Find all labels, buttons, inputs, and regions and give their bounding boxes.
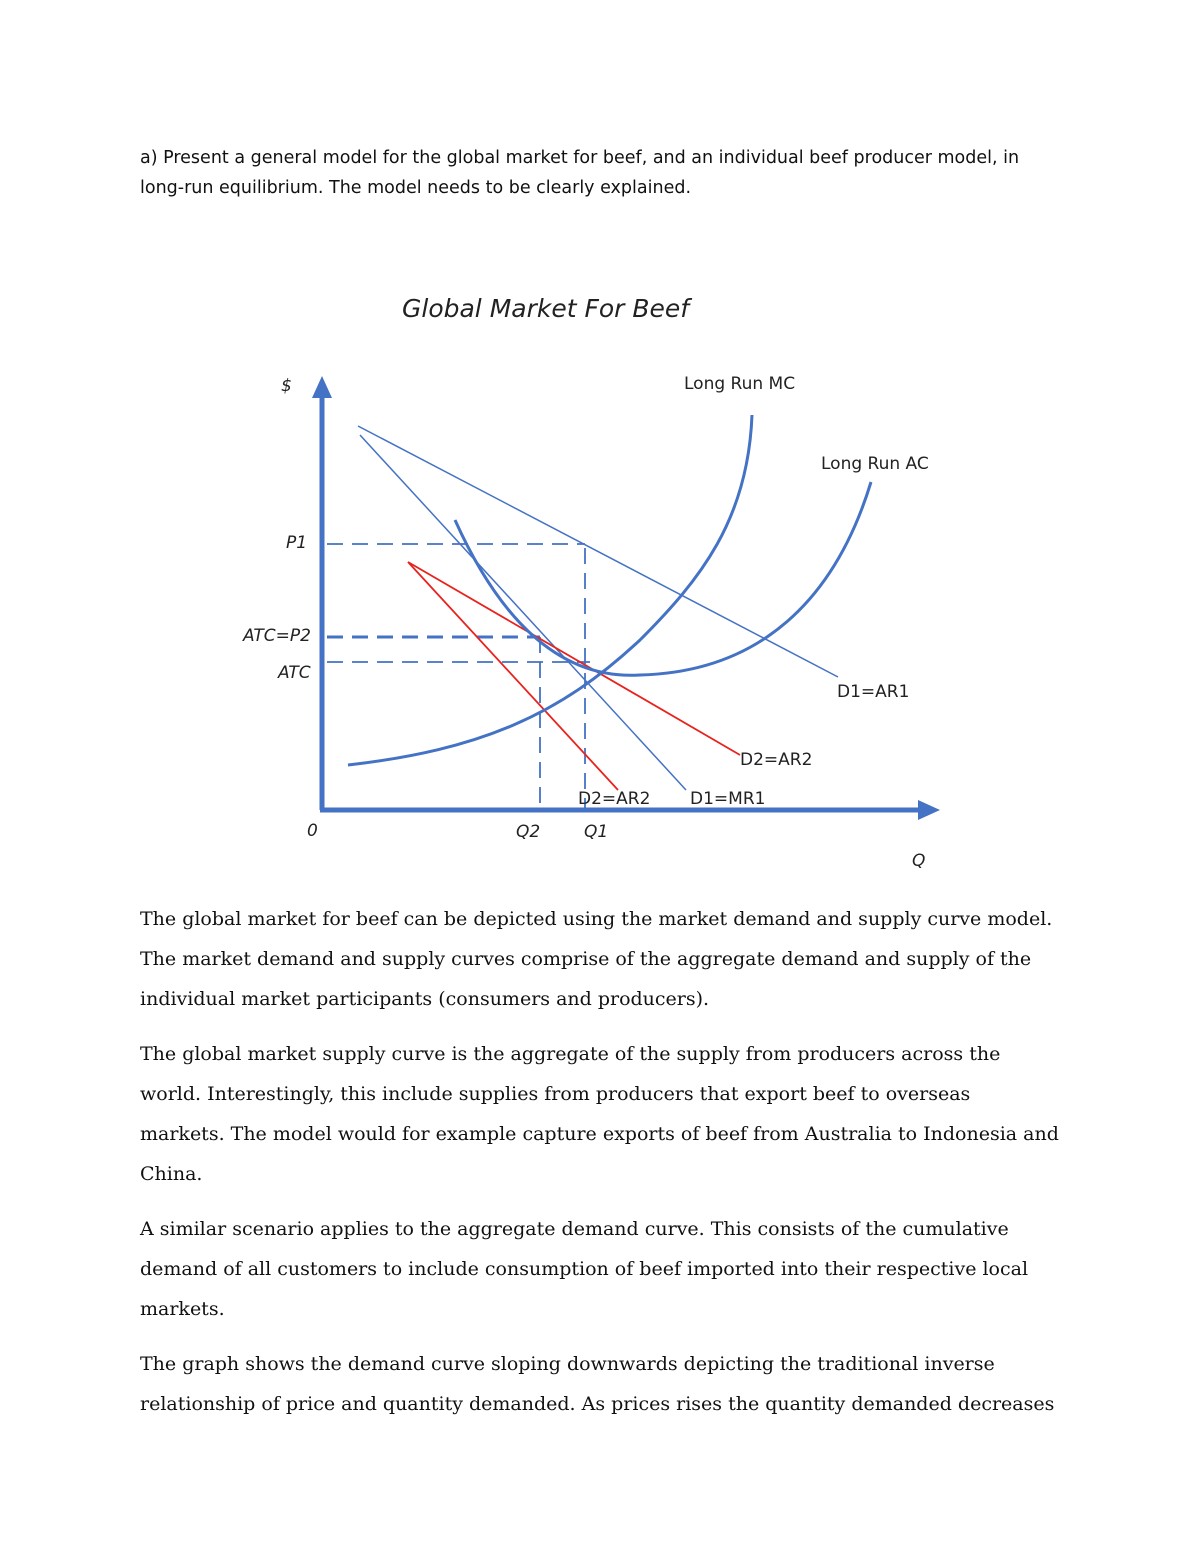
paragraph: The global market for beef can be depicted using the market demand and supply curve model. The market demand and supply curves comprise of the aggregate demand and supply of the individual market participants (consumers and producers). <box>140 908 1053 1010</box>
d2-ar2-upper-label: D2=AR2 <box>740 750 813 770</box>
question-text: a) Present a general model for the global market for beef, and an individual beef producer model, in long-run equilibrium. The model needs to be clearly explained. <box>140 148 1020 198</box>
p1-label: P1 <box>286 533 308 553</box>
figure-title: Global Market For Beef <box>402 294 690 323</box>
y-axis-label: $ <box>281 376 292 396</box>
origin-label: 0 <box>307 821 318 841</box>
y-axis-arrow <box>312 376 332 398</box>
d1-mr1-line <box>360 435 686 790</box>
long-run-mc-label: Long Run MC <box>684 374 796 394</box>
x-axis-arrow <box>918 800 940 820</box>
long-run-ac-curve <box>455 482 871 675</box>
q2-label: Q2 <box>516 822 541 842</box>
paragraph: The graph shows the demand curve sloping downwards depicting the traditional inverse relationship of price and quantity demanded. As prices rises the quantity demanded decreases <box>140 1353 1055 1415</box>
q1-label: Q1 <box>584 822 609 842</box>
d2-ar2-upper-line <box>408 562 740 755</box>
x-axis-label: Q <box>912 851 926 871</box>
paragraph: A similar scenario applies to the aggregate demand curve. This consists of the cumulative demand of all customers to include consumption of beef imported into their respective local markets. <box>140 1218 1029 1320</box>
d1-ar1-label: D1=AR1 <box>837 682 910 702</box>
atc-label: ATC <box>278 663 311 683</box>
paragraph: The global market supply curve is the aggregate of the supply from producers across the world. Interestingly, this include supplies from producers that export beef to overseas markets. The model would for example capture exports of beef from Australia to Indonesia and China. <box>140 1043 1059 1185</box>
atc-p2-label: ATC=P2 <box>243 626 311 646</box>
d2-ar2-lower-line <box>408 562 618 790</box>
long-run-mc-curve <box>348 415 752 765</box>
body-text <box>140 899 1060 1439</box>
long-run-ac-label: Long Run AC <box>821 454 929 474</box>
d1-mr1-label: D1=MR1 <box>690 789 766 809</box>
d2-ar2-lower-label: D2=AR2 <box>578 789 651 809</box>
